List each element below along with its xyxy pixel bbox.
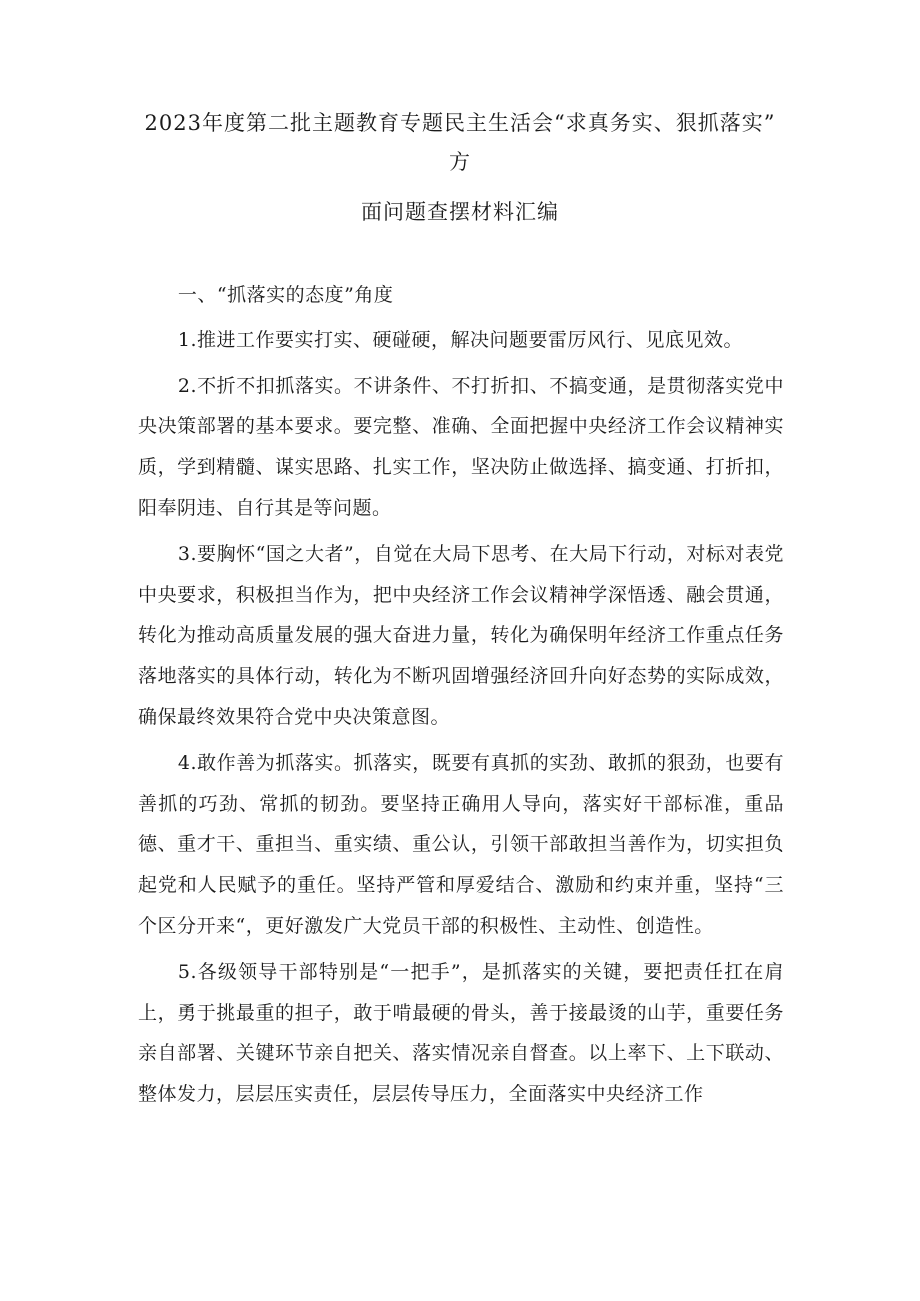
paragraph-2: 2.不折不扣抓落实。不讲条件、不打折扣、不搞变通，是贯彻落实党中央决策部署的基本要求。要完整、准确、全面把握中央经济工作会议精神实质，学到精髓、谋实思路、扎实工作，坚决防止做选择、搞变通、打折扣，阳奉阴违、自行其是等问题。 [138,374,784,519]
document-title-line-3: 面问题查摆材料汇编 [361,200,559,224]
document-body [138,275,784,1120]
section-heading: 一、“抓落实的态度”角度 [177,284,394,306]
paragraph-1: 1.推进工作要实打实、硬碰硬，解决问题要雷厉风行、见底见效。 [177,328,744,351]
paragraph-3: 3.要胸怀“国之大者”，自觉在大局下思考、在大局下行动，对标对表党中央要求，积极担当作为，把中央经济工作会议精神学深悟透、融会贯通，转化为推动高质量发展的强大奋进力量，转化为确保明年经济工作重点任务落地落实的具体行动，转化为不断巩固增强经济回升向好态势的实际成效，确保最终效果符合党中央决策意图。 [138,542,784,728]
document-title-line-2: 方 [449,150,471,174]
document-title-line-1: 2023年度第二批主题教育专题民主生活会“求真务实、狠抓落实” [144,111,776,135]
paragraph-5: 5.各级领导干部特别是“一把手”，是抓落实的关键，要把责任扛在肩上，勇于挑最重的担子，敢于啃最硬的骨头，善于接最烫的山芋，重要任务亲自部署、关键环节亲自把关、落实情况亲自督查。以上率下、上下联动、整体发力，层层压实责任，层层传导压力，全面落实中央经济工作 [138,960,784,1106]
paragraph-4: 4.敢作善为抓落实。抓落实，既要有真抓的实劲、敢抓的狠劲，也要有善抓的巧劲、常抓的韧劲。要坚持正确用人导向，落实好干部标准，重品德、重才干、重担当、重实绩、重公认，引领干部敢担当善作为，切实担负起党和人民赋予的重任。坚持严管和厚爱结合、激励和约束并重，坚持“三个区分开来“，更好激发广大党员干部的积极性、主动性、创造性。 [138,751,784,937]
